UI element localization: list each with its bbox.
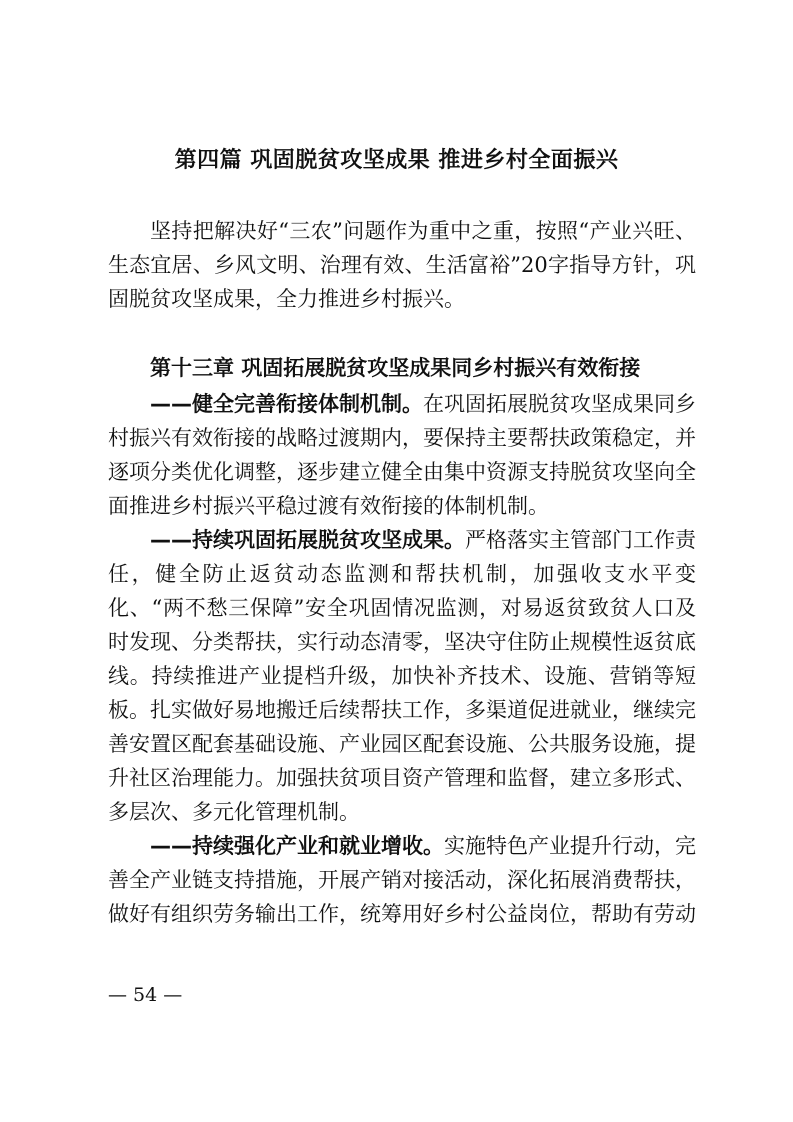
paragraph-lead: ——持续巩固拓展脱贫攻坚成果。 bbox=[150, 528, 465, 552]
paragraph-industry-employment bbox=[108, 829, 696, 931]
intro-section bbox=[108, 214, 696, 316]
paragraph-lead: ——健全完善衔接体制机制。 bbox=[150, 392, 423, 416]
paragraph-text: 在巩固拓展脱贫攻坚成果同乡村振兴有效衔接的战略过渡期内，要保持主要帮扶政策稳定，并逐项分类优化调整，逐步建立健全由集中资源支持脱贫攻坚向全面推进乡村振兴平稳过渡有效衔接的体制机制。 bbox=[108, 392, 696, 518]
intro-paragraph: 坚持把解决好“三农”问题作为重中之重，按照“产业兴旺、生态宜居、乡风文明、治理有效、生活富裕”20字指导方针，巩固脱贫攻坚成果，全力推进乡村振兴。 bbox=[108, 219, 696, 311]
paragraph-lead: ——持续强化产业和就业增收。 bbox=[150, 834, 444, 858]
part-title: 第四篇 巩固脱贫攻坚成果 推进乡村全面振兴 bbox=[174, 148, 619, 173]
chapter-title: 第十三章 巩固拓展脱贫攻坚成果同乡村振兴有效衔接 bbox=[150, 356, 641, 380]
paragraph-mechanism bbox=[108, 387, 696, 523]
paragraph-consolidate bbox=[108, 523, 696, 829]
paragraph-text: 严格落实主管部门工作责任，健全防止返贫动态监测和帮扶机制，加强收支水平变化、“两不愁三保障”安全巩固情况监测，对易返贫致贫人口及时发现、分类帮扶，实行动态清零，坚决守住防止规模性返贫底线。持续推进产业提档升级，加快补齐技术、设施、营销等短板。扎实做好易地搬迁后续帮扶工作，多渠道促进就业，继续完善安置区配套基础设施、产业园区配套设施、公共服务设施，提升社区治理能力。加强扶贫项目资产管理和监督，建立多形式、多层次、多元化管理机制。 bbox=[108, 528, 696, 824]
chapter-body bbox=[108, 387, 696, 931]
paragraph-text: 实施特色产业提升行动，完善全产业链支持措施，开展产销对接活动，深化拓展消费帮扶，做好有组织劳务输出工作，统筹用好乡村公益岗位，帮助有劳动 bbox=[108, 834, 696, 926]
page-number: — 54 — bbox=[108, 984, 183, 1006]
